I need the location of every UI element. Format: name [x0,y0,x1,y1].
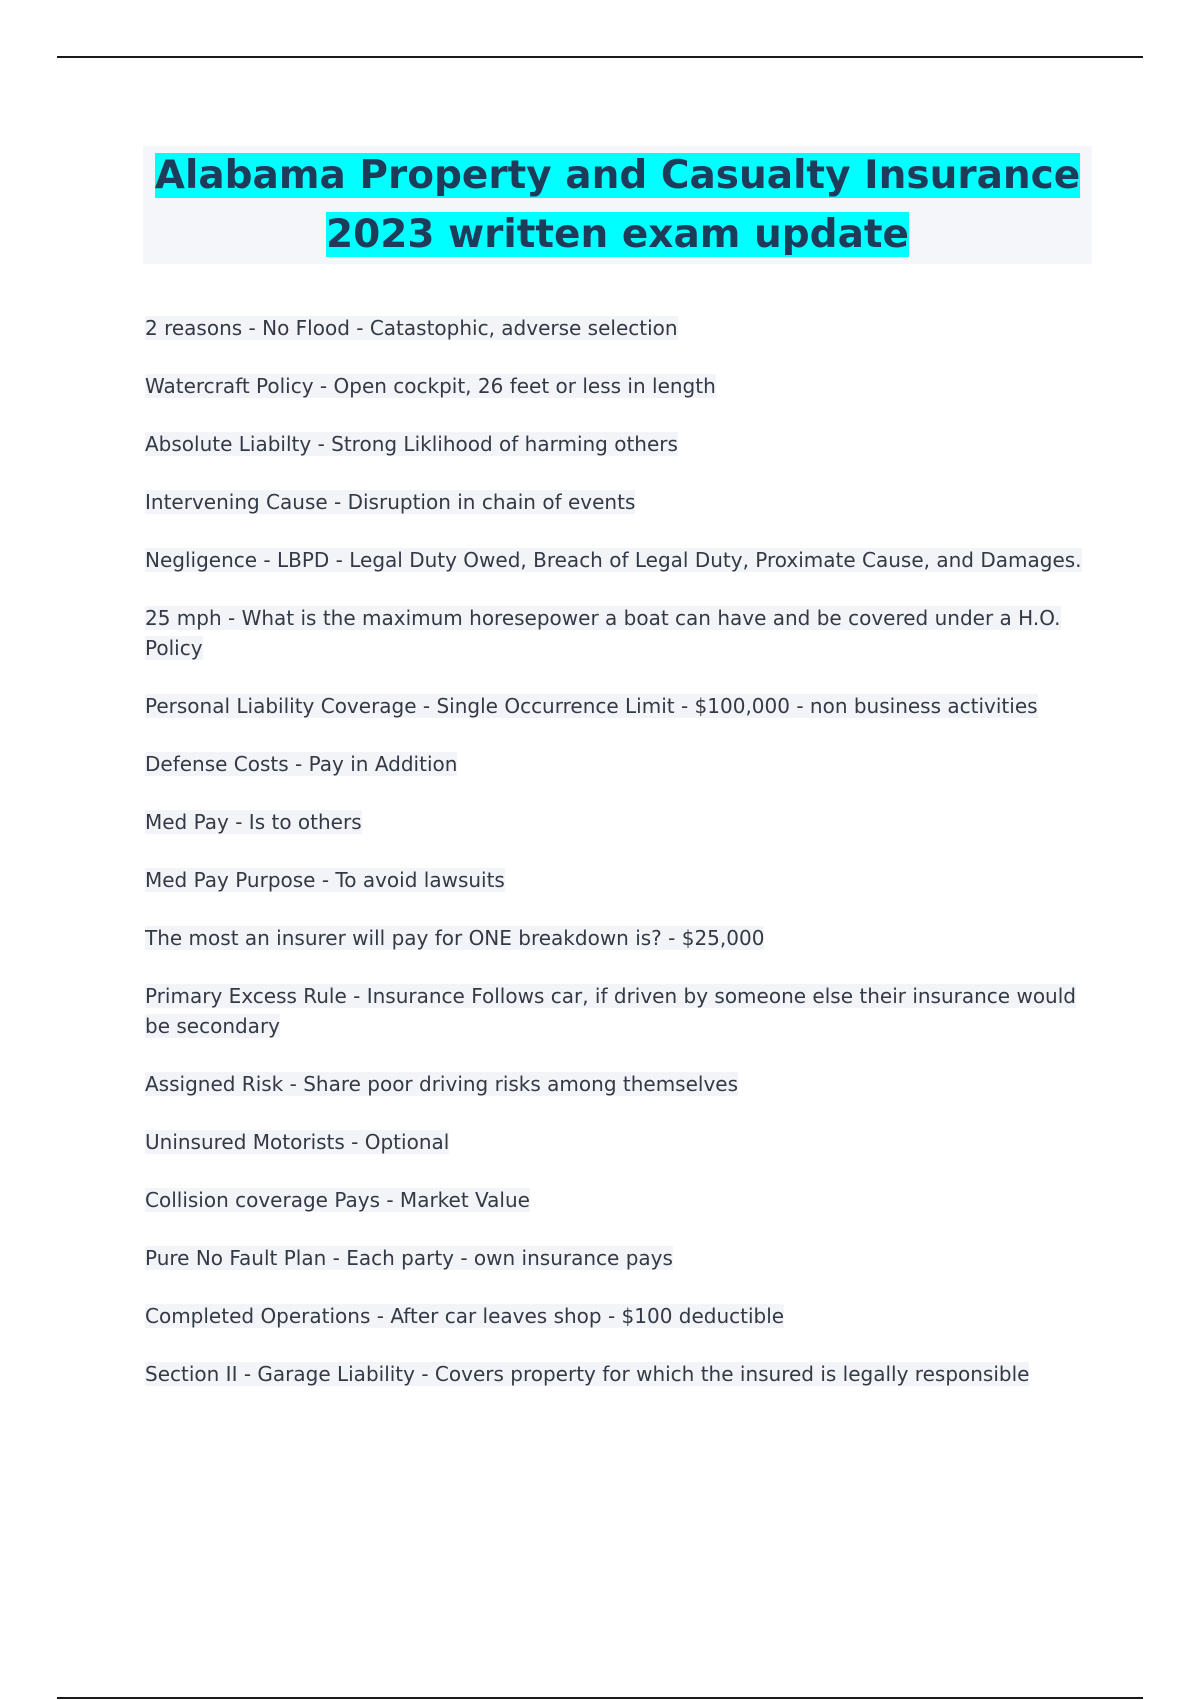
term-definition: Completed Operations - After car leaves shop - $100 deductible [145,1304,785,1328]
top-rule [57,56,1143,58]
term-definition: Collision coverage Pays - Market Value [145,1188,530,1212]
list-item [145,865,1085,895]
term-definition: 2 reasons - No Flood - Catastophic, adverse selection [145,316,678,340]
list-item [145,1301,1085,1331]
term-definition: Assigned Risk - Share poor driving risks among themselves [145,1072,739,1096]
bottom-rule [57,1697,1143,1699]
term-list [145,313,1085,1417]
title-row-1 [143,146,1092,205]
term-definition: Negligence - LBPD - Legal Duty Owed, Breach of Legal Duty, Proximate Cause, and Damages. [145,548,1082,572]
document-title-line-2: 2023 written exam update [326,212,909,257]
term-definition: Uninsured Motorists - Optional [145,1130,450,1154]
list-item [145,603,1085,663]
term-definition: Primary Excess Rule - Insurance Follows car, if driven by someone else their insurance would be secondary [145,984,1076,1038]
list-item [145,487,1085,517]
term-definition: Med Pay - Is to others [145,810,362,834]
list-item [145,1243,1085,1273]
list-item [145,1185,1085,1215]
term-definition: 25 mph - What is the maximum horesepower a boat can have and be covered under a H.O. Policy [145,606,1061,660]
term-definition: Absolute Liabilty - Strong Liklihood of harming others [145,432,678,456]
list-item [145,371,1085,401]
list-item [145,429,1085,459]
list-item [145,313,1085,343]
list-item [145,691,1085,721]
list-item [145,923,1085,953]
term-definition: Intervening Cause - Disruption in chain of events [145,490,636,514]
title-block [143,146,1092,264]
term-definition: Section II - Garage Liability - Covers property for which the insured is legally responsible [145,1362,1030,1386]
list-item [145,545,1085,575]
list-item [145,807,1085,837]
list-item [145,1359,1085,1389]
term-definition: Med Pay Purpose - To avoid lawsuits [145,868,505,892]
term-definition: Personal Liability Coverage - Single Occurrence Limit - $100,000 - non business activities [145,694,1038,718]
term-definition: Watercraft Policy - Open cockpit, 26 feet or less in length [145,374,716,398]
term-definition: Pure No Fault Plan - Each party - own insurance pays [145,1246,673,1270]
list-item [145,981,1085,1041]
document-title-line-1: Alabama Property and Casualty Insurance [154,153,1081,198]
list-item [145,749,1085,779]
term-definition: The most an insurer will pay for ONE breakdown is? - $25,000 [145,926,765,950]
list-item [145,1069,1085,1099]
list-item [145,1127,1085,1157]
term-definition: Defense Costs - Pay in Addition [145,752,458,776]
title-row-2 [143,205,1092,264]
